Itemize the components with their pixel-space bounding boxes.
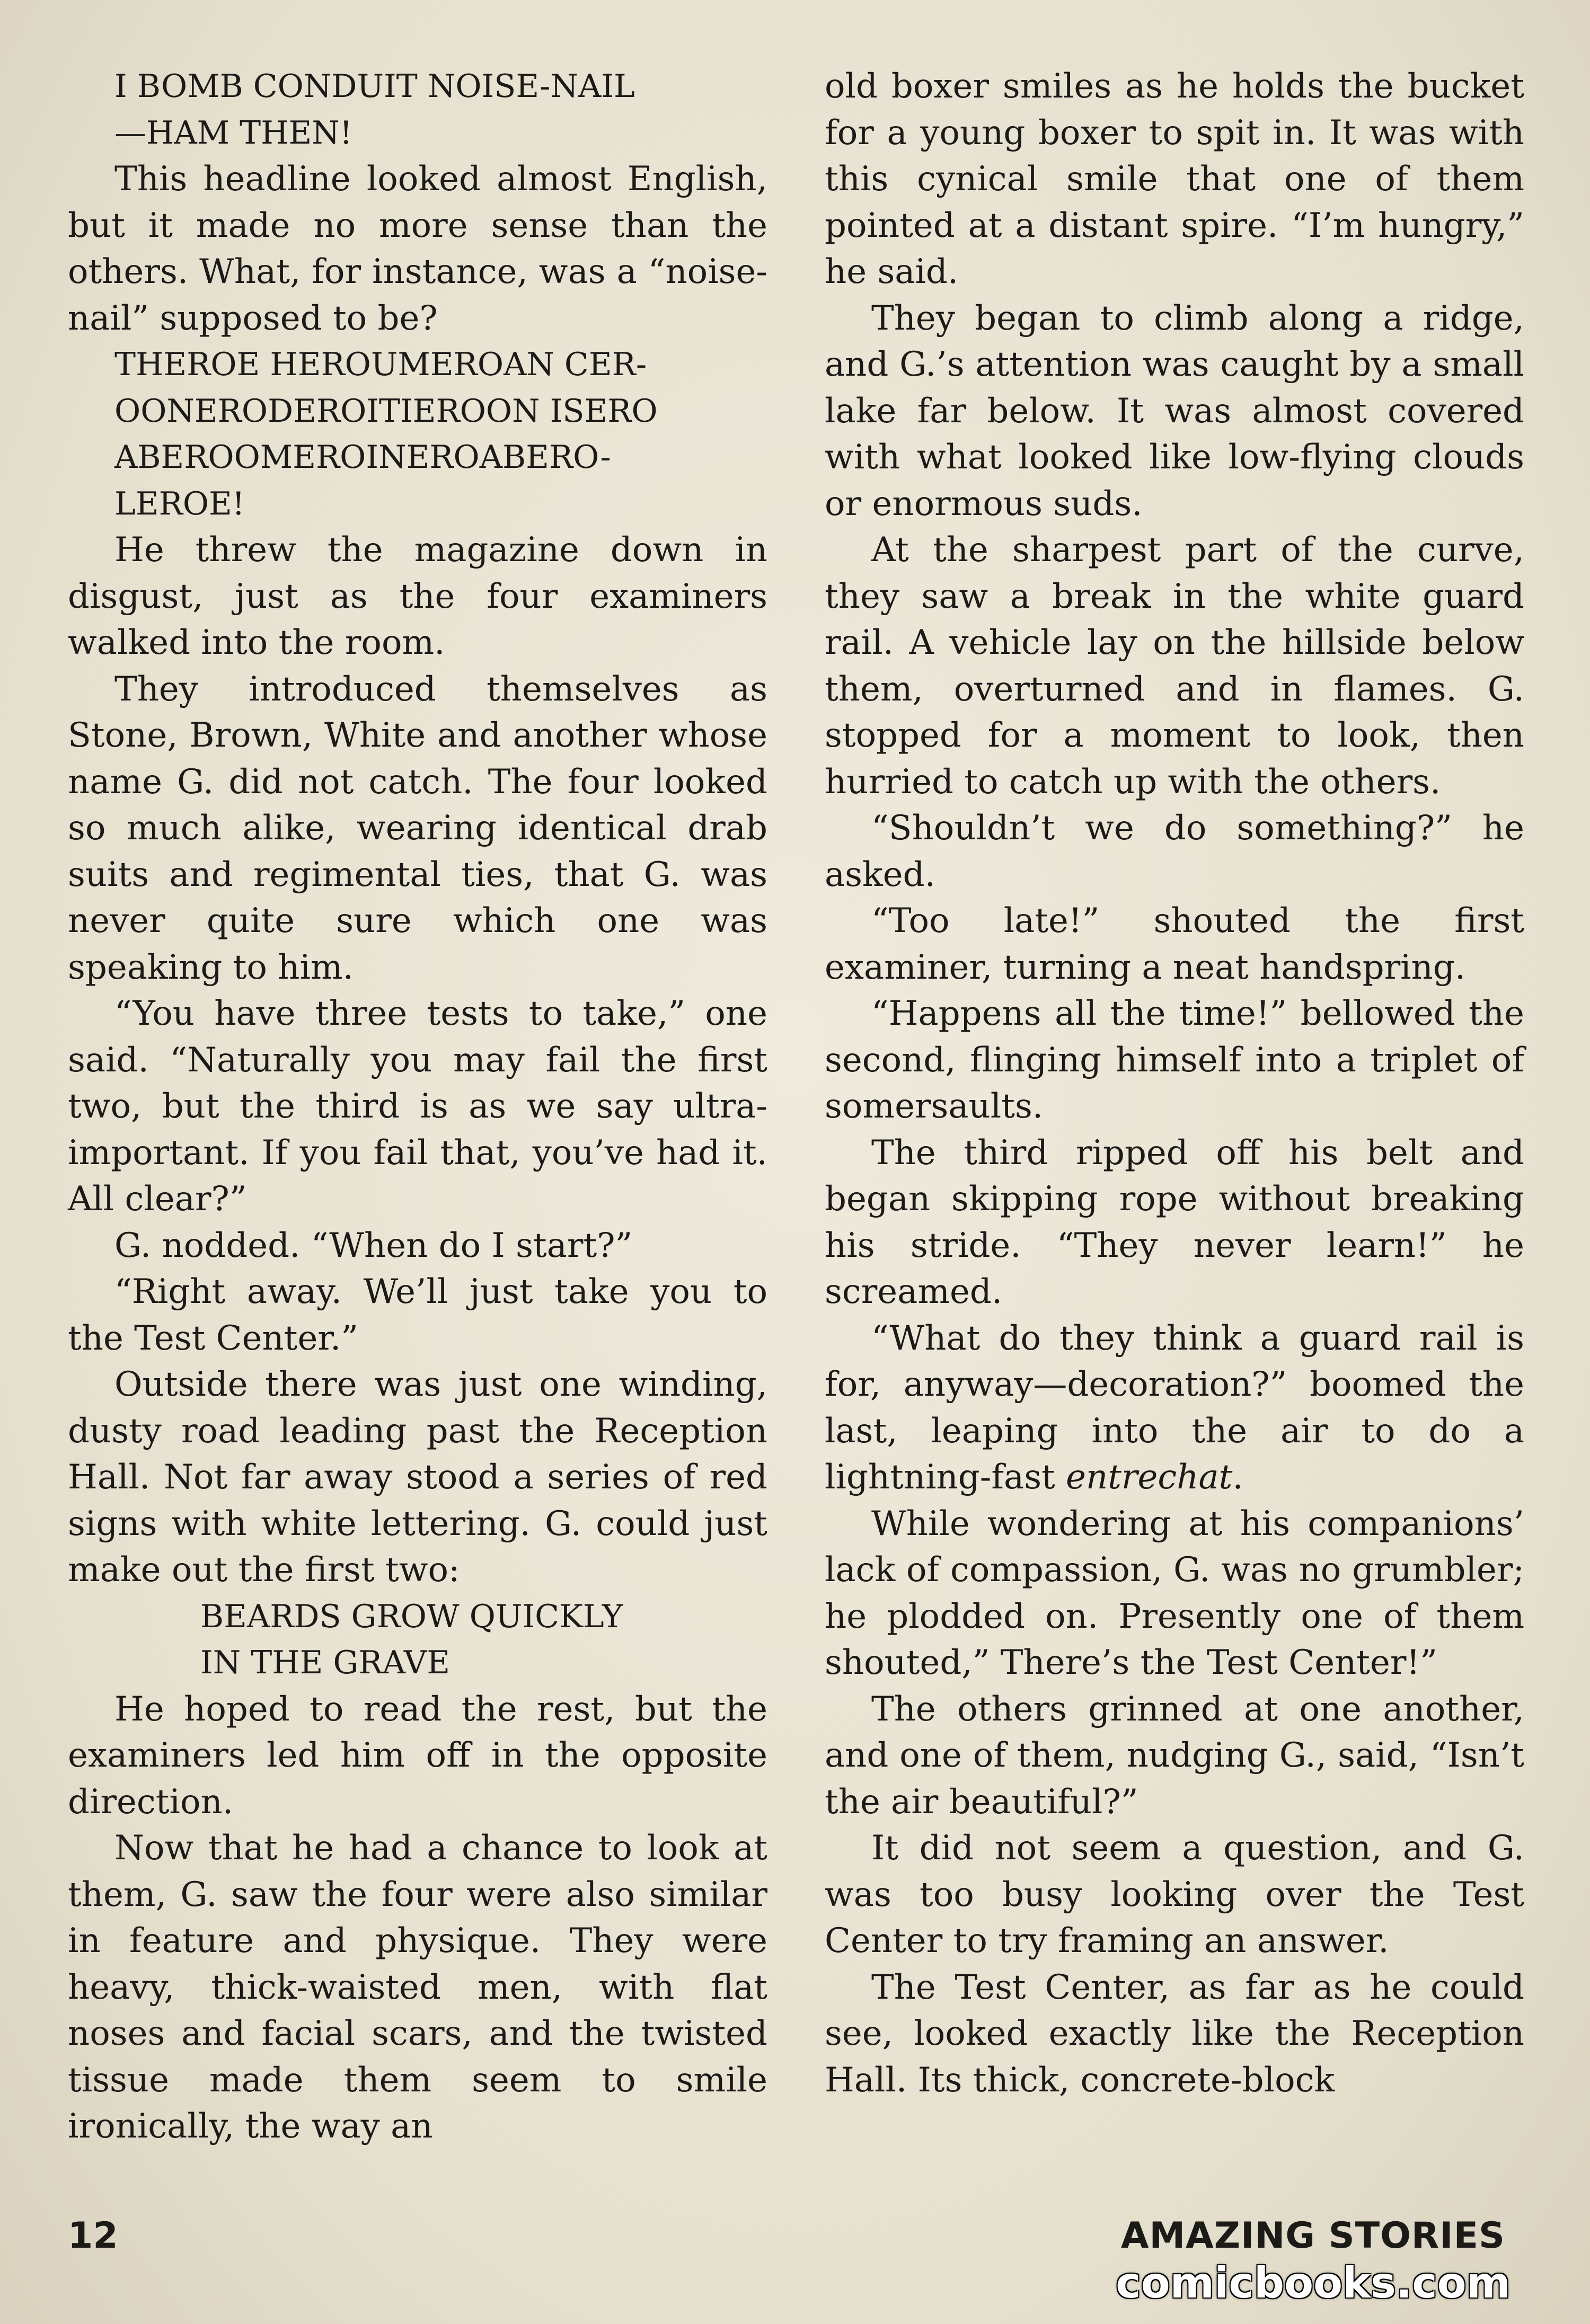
left-column [68, 64, 767, 2150]
headline-2-line-1: THEROE HEROUMEROAN CER- [114, 346, 647, 383]
headline-1-line-1: I BOMB CONDUIT NOISE-NAIL [114, 68, 635, 105]
paragraph: “Too late!” shouted the first examiner, turning a neat handspring. [825, 901, 1524, 987]
headline-1-line-2: —HAM THEN! [114, 114, 352, 152]
paragraph: While wondering at his companions’ lack of compassion, G. was no grumbler; he plodded on. Presently one of them shouted,” There’s the Test Center!” [825, 1504, 1524, 1682]
italic-word: entrechat [1066, 1458, 1233, 1497]
headline-2-line-4: LEROE! [114, 485, 245, 522]
paragraph: The others grinned at one another, and one of them, nudging G., said, “Isn’t the air beautiful?” [825, 1689, 1524, 1822]
sign-line-1: BEARDS GROW QUICKLY [200, 1598, 623, 1635]
paragraph: At the sharpest part of the curve, they saw a break in the white guard rail. A vehicle lay on the hillside below them, overturned and in flames. G. stopped for a moment to look, then hurried to catch up with the others. [825, 530, 1524, 802]
paragraph: They began to climb along a ridge, and G.’s attention was caught by a small lake far below. It was almost covered with what looked like low-flying clouds or enormous suds. [825, 298, 1524, 524]
paragraph: G. nodded. “When do I start?” [114, 1226, 633, 1265]
paragraph-text: . [1232, 1458, 1243, 1497]
paragraph: Outside there was just one winding, dusty road leading past the Reception Hall. Not far away stood a series of red signs with white lettering. G. could just make out the first two: [68, 1365, 767, 1590]
paragraph: He hoped to read the rest, but the examiners led him off in the opposite direction. [68, 1689, 767, 1822]
sign-line-2: IN THE GRAVE [200, 1644, 450, 1681]
magazine-name: AMAZING STORIES [1120, 2215, 1505, 2257]
paragraph: “Right away. We’ll just take you to the Test Center.” [68, 1272, 767, 1358]
watermark: comicbooks.com [1116, 2258, 1510, 2308]
right-column [825, 64, 1524, 2104]
paragraph: “Happens all the time!” bellowed the second, flinging himself into a triplet of somersaults. [825, 994, 1524, 1126]
paragraph: The third ripped off his belt and began skipping rope without breaking his stride. “They never learn!” he screamed. [825, 1133, 1524, 1311]
paragraph: They introduced themselves as Stone, Brown, White and another whose name G. did not catch. The four looked so much alike, wearing identical drab suits and regimental ties, that G. was never quite sure which one was speaking to him. [68, 669, 767, 987]
paragraph: This headline looked almost English, but it made no more sense than the others. What, for instance, was a “noise-nail” supposed to be? [68, 159, 767, 338]
paragraph [825, 1316, 1524, 1501]
paragraph: “You have three tests to take,” one said. “Naturally you may fail the first two, but the third is as we say ultra-important. If you fail that, you’ve had it. All clear?” [68, 994, 767, 1219]
paragraph: He threw the magazine down in disgust, just as the four examiners walked into the room. [68, 530, 767, 662]
paragraph: “Shouldn’t we do something?” he asked. [825, 809, 1524, 894]
paragraph: The Test Center, as far as he could see, looked exactly like the Reception Hall. Its thick, concrete-block [825, 1967, 1524, 2100]
headline-2-line-3: ABEROOMEROINEROABERO- [114, 439, 611, 476]
headline-2-line-2: OONERODEROITIEROON ISERO [114, 392, 658, 430]
paragraph-text: “What do they think a guard rail is for, anyway—decoration?” boomed the last, leaping into the air to do a lightning-fast [825, 1318, 1524, 1497]
page-number: 12 [68, 2215, 118, 2257]
paragraph-continued: old boxer smiles as he holds the bucket for a young boxer to spit in. It was with this cynical smile that one of them pointed at a distant spire. “I’m hungry,” he said. [825, 67, 1524, 291]
paragraph: Now that he had a chance to look at them, G. saw the four were also similar in feature and physique. They were heavy, thick-waisted men, with flat noses and facial scars, and the twisted tissue made them seem to smile ironically, the way an [68, 1829, 767, 2146]
paragraph: It did not seem a question, and G. was too busy looking over the Test Center to try framing an answer. [825, 1829, 1524, 1961]
